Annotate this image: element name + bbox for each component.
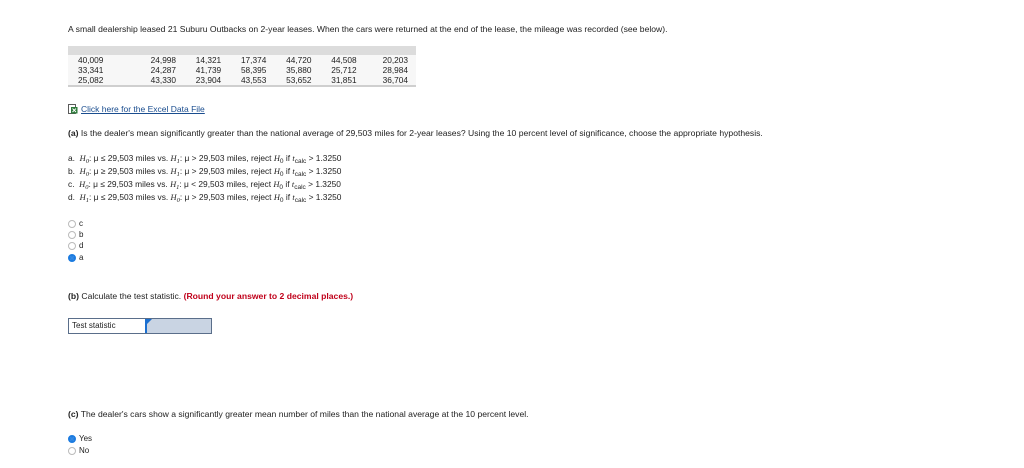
option-reject: reject (250, 179, 272, 189)
answer-choice-yes[interactable] (68, 434, 92, 443)
radio-button[interactable] (68, 435, 76, 443)
hypothesis-option-b: b. $H_0$: μ ≥ 29,503 miles vs. $H_1$: μ > 29,503 miles, reject $H_0$ if $t_{calc} > 1.3250$ (68, 166, 342, 178)
excel-data-link[interactable] (68, 104, 205, 114)
option-critical: > 1.3250 (308, 179, 341, 189)
hypothesis-option-a: a. $H_0$: μ ≤ 29,503 miles vs. $H_1$: μ > 29,503 miles, reject $H_0$ if $t_{calc} > 1.3250$ (68, 153, 342, 165)
table-cell: 43,553 (221, 75, 266, 86)
choice-label: b (79, 230, 84, 239)
radio-button[interactable] (68, 242, 76, 250)
choice-label: a (79, 253, 84, 262)
table-cell: 40,009 (68, 55, 131, 65)
option-h1: μ > 29,503 miles (184, 166, 247, 176)
choice-label: c (79, 219, 83, 228)
radio-button[interactable] (68, 447, 76, 455)
question-a-prefix: (a) (68, 128, 79, 138)
table-cell: 24,287 (131, 65, 176, 75)
hypothesis-option-c: c. $H_0$: μ ≤ 29,503 miles vs. $H_1$: μ < 29,503 miles, reject $H_0$ if $t_{calc} > 1.3250$ (68, 179, 341, 191)
option-h1-name: $H_1$ (170, 154, 180, 165)
table-cell: 24,998 (131, 55, 176, 65)
option-h1-name: $H_1$ (170, 180, 180, 191)
option-h1: μ < 29,503 miles (184, 179, 246, 189)
table-cell: 28,984 (357, 65, 416, 75)
option-letter: b. (68, 166, 75, 176)
answer-choice-no[interactable] (68, 446, 89, 455)
option-h0: μ ≤ 29,503 miles (93, 153, 156, 163)
answer-choice-a[interactable] (68, 253, 83, 262)
mileage-data-table (68, 46, 416, 87)
choice-label: d (79, 241, 84, 250)
answer-choice-d[interactable] (68, 241, 83, 250)
table-cell: 31,851 (311, 75, 356, 86)
table-cell: 20,203 (357, 55, 416, 65)
option-h0: μ ≥ 29,503 miles (93, 166, 156, 176)
question-a-text: Is the dealer's mean significantly greater than the national average of 29,503 miles for 2-year leases? Using the 10 percent level of significance, choose the appropriate hypothesis. (78, 128, 763, 138)
hypothesis-option-d: d. $H_1$: μ ≤ 29,503 miles vs. $H_0$: μ > 29,503 miles, reject $H_0$ if $t_{calc} > 1.3250$ (68, 192, 342, 204)
option-critical: > 1.3250 (308, 153, 342, 163)
excel-file-icon (68, 104, 78, 114)
rounding-instruction: (Round your answer to 2 decimal places.) (183, 291, 354, 301)
choice-label: No (79, 446, 90, 455)
option-letter: d. (68, 192, 75, 202)
radio-button[interactable] (68, 220, 76, 228)
answer-choice-b[interactable] (68, 230, 83, 239)
question-b-text: Calculate the test statistic. (78, 291, 182, 301)
question-c-text: The dealer's cars show a significantly greater mean number of miles than the national average at the 10 percent level. (78, 409, 529, 419)
question-a (68, 128, 763, 138)
table-cell: 58,395 (221, 65, 266, 75)
table-cell: 35,880 (266, 65, 311, 75)
excel-link-label[interactable]: Click here for the Excel Data File (81, 104, 205, 114)
option-reject: reject (251, 166, 272, 176)
radio-button[interactable] (68, 254, 76, 262)
option-letter: c. (68, 179, 75, 189)
table-cell: 44,508 (311, 55, 356, 65)
option-h0: μ ≤ 29,503 miles (93, 179, 155, 189)
table-cell: 41,739 (176, 65, 221, 75)
table-cell: 36,704 (357, 75, 416, 86)
table-header-band (68, 46, 416, 55)
choice-label: Yes (79, 434, 93, 443)
table-row (68, 65, 416, 75)
answer-choice-c[interactable] (68, 219, 83, 228)
question-b-prefix: (b) (68, 291, 79, 301)
table-row (68, 75, 416, 86)
option-h1: μ > 29,503 miles (184, 153, 247, 163)
option-h1-name: $H_0$ (170, 193, 180, 204)
table-cell: 33,341 (68, 65, 131, 75)
option-critical: > 1.3250 (308, 192, 342, 202)
table-cell: 14,321 (176, 55, 221, 65)
option-letter: a. (68, 153, 75, 163)
problem-intro: A small dealership leased 21 Suburu Outbacks on 2-year leases. When the cars were returned at the end of the lease, the mileage was recorded (see below). (68, 24, 668, 34)
table-cell: 17,374 (221, 55, 266, 65)
table-cell: 25,082 (68, 75, 131, 86)
question-c (68, 409, 529, 419)
table-cell: 43,330 (131, 75, 176, 86)
table-cell: 25,712 (311, 65, 356, 75)
option-reject: reject (251, 192, 272, 202)
test-statistic-field (68, 318, 212, 334)
option-h0: μ ≤ 29,503 miles (93, 192, 156, 202)
question-b (68, 291, 353, 301)
option-h1: μ > 29,503 miles (184, 192, 247, 202)
table-row (68, 55, 416, 65)
question-c-prefix: (c) (68, 409, 79, 419)
test-statistic-input[interactable] (147, 319, 211, 333)
option-h1-name: $H_1$ (170, 167, 180, 178)
option-critical: > 1.3250 (308, 166, 342, 176)
test-statistic-label: Test statistic (69, 319, 147, 333)
input-flag-icon (147, 319, 152, 324)
radio-button[interactable] (68, 231, 76, 239)
option-reject: reject (251, 153, 272, 163)
table-cell: 23,904 (176, 75, 221, 86)
table-cell: 44,720 (266, 55, 311, 65)
table-cell: 53,652 (266, 75, 311, 86)
